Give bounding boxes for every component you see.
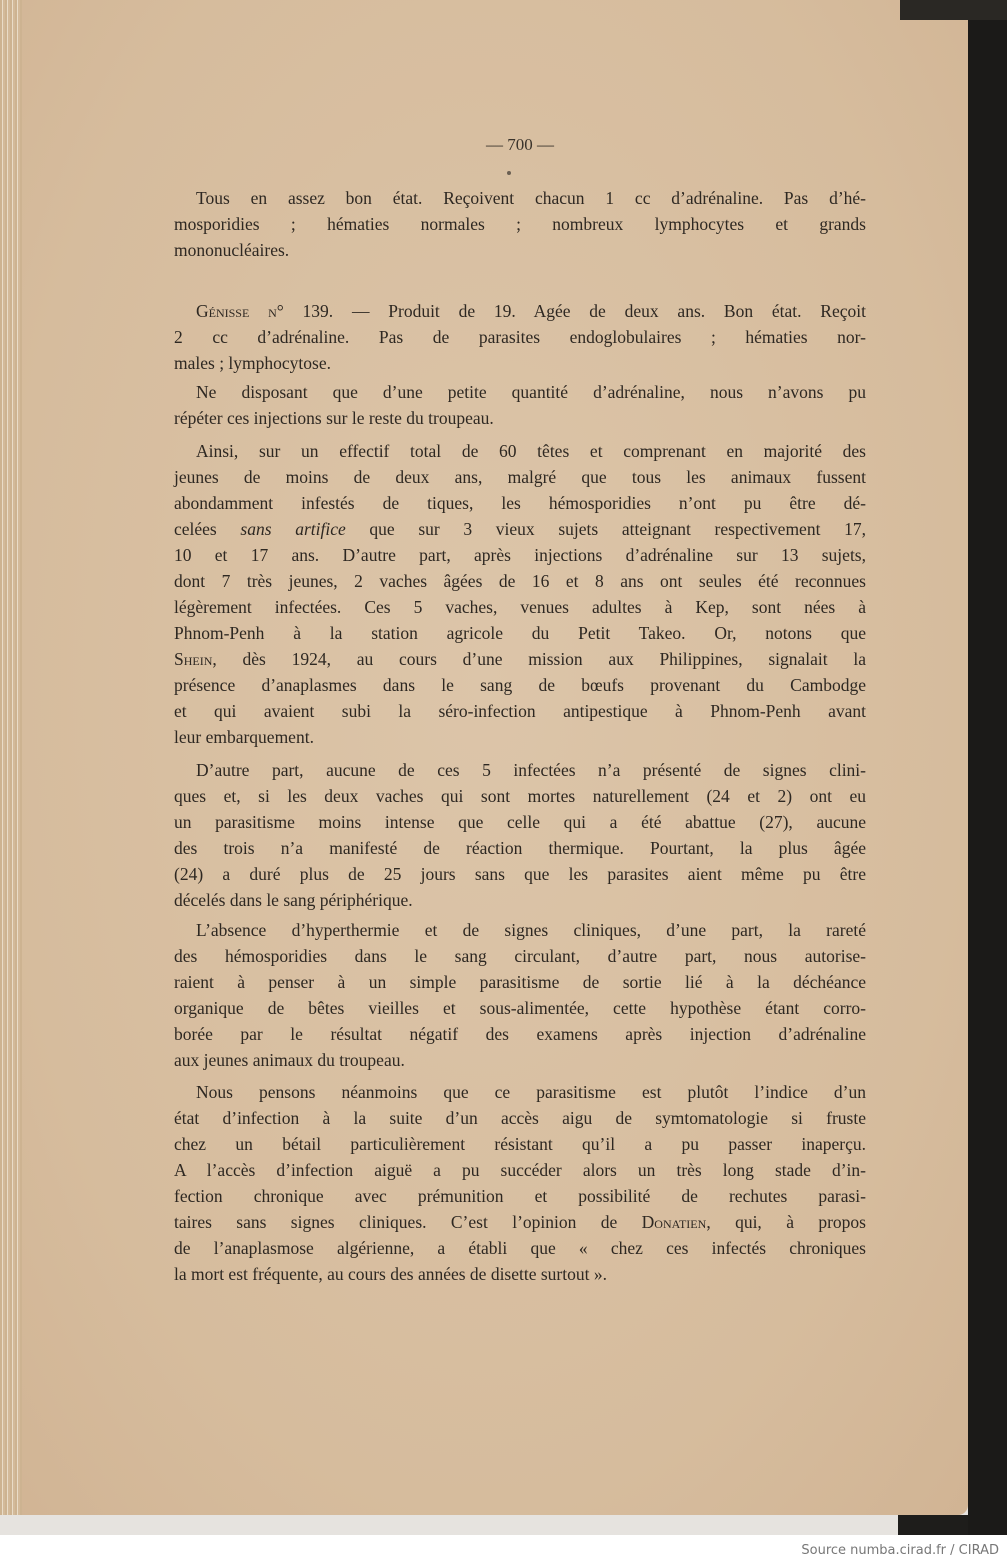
text-line: raient à penser à un simple parasitisme de sortie lié à la déchéance (174, 972, 866, 992)
small-caps-name: Shein (174, 649, 213, 669)
text-line: organique de bêtes vieilles et sous-alimentée, cette hypothèse étant corro- (174, 998, 866, 1018)
paragraph (174, 1079, 866, 1287)
text-line: (24) a duré plus de 25 jours sans que les parasites aient même pu être (174, 864, 866, 884)
text-line: abondamment infestés de tiques, les hémosporidies n’ont pu être dé- (174, 493, 866, 513)
paragraph (174, 298, 866, 376)
text-line: mononucléaires. (174, 240, 290, 260)
text-line: décelés dans le sang périphérique. (174, 890, 413, 910)
text-line (174, 516, 866, 542)
text-line: Ne disposant que d’une petite quantité d’adrénaline, nous n’avons pu (196, 382, 866, 402)
text-line: ques et, si les deux vaches qui sont mortes naturellement (24 et 2) ont eu (174, 786, 866, 806)
paragraph (174, 917, 866, 1073)
text-line (174, 1209, 866, 1235)
text-segment: , dès 1924, au cours d’une mission aux Philippines, signalait la (212, 649, 866, 669)
text-line: état d’infection à la suite d’un accès aigu de symtomatologie si fruste (174, 1108, 866, 1128)
paragraph (174, 185, 866, 263)
small-caps-name: Génisse n° (196, 301, 284, 321)
book-edge-top (900, 0, 1007, 20)
text-line: légèrement infectées. Ces 5 vaches, venues adultes à Kep, sont nées à (174, 597, 866, 617)
text-line: présence d’anaplasmes dans le sang de bœufs provenant du Cambodge (174, 675, 866, 695)
italic-text: sans artifice (240, 519, 346, 539)
text-line: 10 et 17 ans. D’autre part, après injections d’adrénaline sur 13 sujets, (174, 545, 866, 565)
small-caps-name: Donatien (641, 1212, 707, 1232)
print-speck (507, 171, 511, 175)
text-line: jeunes de moins de deux ans, malgré que tous les animaux fussent (174, 467, 866, 487)
text-segment: taires sans signes cliniques. C’est l’opinion de (174, 1212, 642, 1232)
book-edge (968, 0, 1007, 1535)
text-line: leur embarquement. (174, 727, 314, 747)
page-number: — 700 — (486, 135, 554, 154)
paragraph (174, 757, 866, 913)
text-line: A l’accès d’infection aiguë a pu succéder alors un très long stade d’in- (174, 1160, 866, 1180)
text-segment: que sur 3 vieux sujets atteignant respectivement 17, (345, 519, 866, 539)
text-line: dont 7 très jeunes, 2 vaches âgées de 16 et 8 ans ont seules été reconnues (174, 571, 866, 591)
text-segment: celées (174, 519, 241, 539)
text-line: chez un bétail particulièrement résistant qu’il a pu passer inaperçu. (174, 1134, 866, 1154)
paragraph (174, 438, 866, 750)
text-line: L’absence d’hyperthermie et de signes cliniques, d’une part, la rareté (196, 920, 866, 940)
text-line: borée par le résultat négatif des examens après injection d’adrénaline (174, 1024, 866, 1044)
text-line: des trois n’a manifesté de réaction thermique. Pourtant, la plus âgée (174, 838, 866, 858)
text-line: répéter ces injections sur le reste du troupeau. (174, 408, 494, 428)
text-line: males ; lymphocytose. (174, 353, 331, 373)
text-line: de l’anaplasmose algérienne, a établi que « chez ces infectés chroniques (174, 1238, 866, 1258)
page-binding-edge (0, 0, 22, 1515)
text-line (174, 298, 866, 324)
text-line: Phnom-Penh à la station agricole du Petit Takeo. Or, notons que (174, 623, 866, 643)
text-line: 2 cc d’adrénaline. Pas de parasites endoglobulaires ; hématies nor- (174, 327, 866, 347)
text-line: des hémosporidies dans le sang circulant, d’autre part, nous autorise- (174, 946, 866, 966)
text-line: Nous pensons néanmoins que ce parasitisme est plutôt l’indice d’un (196, 1082, 866, 1102)
text-segment: , qui, à propos (706, 1212, 866, 1232)
text-segment: 139. — Produit de 19. Agée de deux ans. Bon état. Reçoit (283, 301, 866, 321)
text-line (174, 646, 866, 672)
text-line: Ainsi, sur un effectif total de 60 têtes et comprenant en majorité des (196, 441, 866, 461)
text-line: et qui avaient subi la séro-infection antipestique à Phnom-Penh avant (174, 701, 866, 721)
text-line: la mort est fréquente, au cours des années de disette surtout ». (174, 1264, 607, 1284)
text-line: un parasitisme moins intense que celle qui a été abattue (27), aucune (174, 812, 866, 832)
text-line: mosporidies ; hématies normales ; nombreux lymphocytes et grands (174, 214, 866, 234)
text-line: D’autre part, aucune de ces 5 infectées n’a présenté de signes clini- (196, 760, 866, 780)
book-edge-bottom (898, 1515, 968, 1535)
paragraph (174, 379, 866, 431)
text-line: Tous en assez bon état. Reçoivent chacun 1 cc d’adrénaline. Pas d’hé- (196, 188, 866, 208)
text-line: fection chronique avec prémunition et possibilité de rechutes parasi- (174, 1186, 866, 1206)
source-credit: Source numba.cirad.fr / CIRAD (801, 1543, 999, 1558)
text-line: aux jeunes animaux du troupeau. (174, 1050, 405, 1070)
